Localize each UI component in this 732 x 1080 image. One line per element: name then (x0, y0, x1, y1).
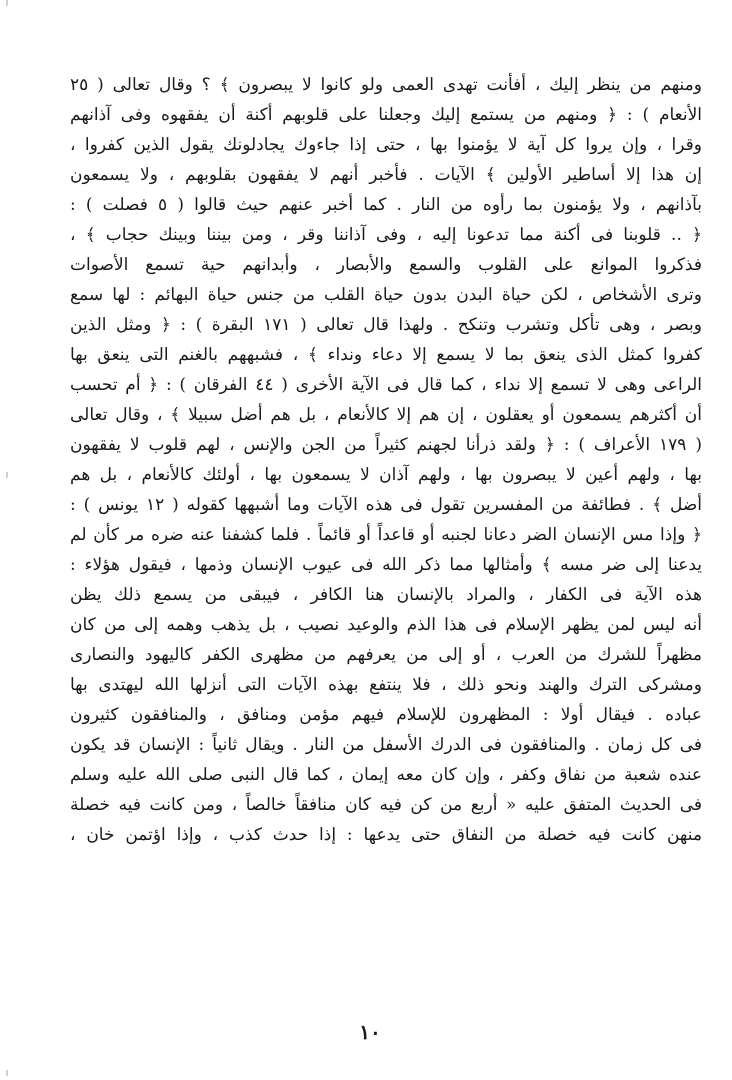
scan-edge-mark (6, 472, 8, 478)
scan-edge-mark (6, 1070, 8, 1076)
text-line: فى كل زمان . والمنافقون فى الدرك الأسفل من النار . ويقال ثانياً : الإنسان قد يكون (70, 735, 702, 755)
text-line: وبصر ، وهى تأكل وتشرب وتنكح . ولهذا قال تعالى ( ١٧١ البقرة ) : ﴿ ومثل الذين (70, 315, 702, 335)
text-line: الراعى وهى لا تسمع إلا نداء ، كما قال فى الآية الأخرى ( ٤٤ الفرقان ) : ﴿ أم تحسب (70, 375, 702, 395)
text-line: أضل ﴾ . فطائفة من المفسرين تقول فى هذه الآيات وما أشبهها كقوله ( ١٢ يونس ) : (70, 495, 702, 515)
text-line: أن أكثرهم يسمعون أو يعقلون ، إن هم إلا كالأنعام ، بل هم أضل سبيلا ﴾ ، وقال تعالى (70, 405, 702, 425)
text-line: بآذانهم ، ولا يؤمنون بما رأوه من النار . كما أخبر عنهم حيث قالوا ( ٥ فصلت ) : (70, 195, 702, 215)
text-line: منهن كانت فيه خصلة من النفاق حتى يدعها : إذا حدث كذب ، وإذا اؤتمن خان ، (70, 825, 702, 845)
text-line: مظهراً للشرك من العرب ، أو إلى من يعرفهم من مظهرى الكفر كاليهود والنصارى (70, 645, 702, 665)
text-line: وترى الأشخاص ، لكن حياة البدن بدون حياة القلب من جنس حياة البهائم : لها سمع (70, 285, 702, 305)
text-line: أنه ليس لمن يظهر الإسلام فى هذا الذم والوعيد نصيب ، بل يذهب وهمه إلى من كان (70, 615, 702, 635)
text-line: كفروا كمثل الذى ينعق بما لا يسمع إلا دعاء ونداء ﴾ ، فشبههم بالغنم التى ينعق بها (70, 345, 702, 365)
text-line: ( ١٧٩ الأعراف ) : ﴿ ولقد ذرأنا لجهنم كثيراً من الجن والإنس ، لهم قلوب لا يفقهون (70, 435, 702, 455)
text-line: فذكروا الموانع على القلوب والسمع والأبصار ، وأبدانهم حية تسمع الأصوات (70, 255, 702, 275)
text-line: بها ، ولهم أعين لا يبصرون بها ، ولهم آذان لا يسمعون بها ، أولئك كالأنعام ، بل هم (70, 465, 702, 485)
text-line: عباده . فيقال أولا : المظهرون للإسلام فيهم مؤمن ومنافق ، والمنافقون كثيرون (70, 705, 702, 725)
text-line: ﴿ .. قلوبنا فى أكنة مما تدعونا إليه ، وفى آذاننا وقر ، ومن بيننا وبينك حجاب ﴾ ، (70, 225, 702, 245)
text-line: ﴿ وإذا مس الإنسان الضر دعانا لجنبه أو قاعداً أو قائماً . فلما كشفنا عنه ضره مر كأن لم (70, 525, 702, 545)
text-line: ومنهم من ينظر إليك ، أفأنت تهدى العمى ولو كانوا لا يبصرون ﴾ ؟ وقال تعالى ( ٢٥ (70, 75, 702, 95)
text-line: ومشركى الترك والهند ونحو ذلك ، فلا ينتفع بهذه الآيات التى أنزلها الله ليهتدى بها (70, 675, 702, 695)
body-text (70, 70, 702, 850)
scan-edge-mark (6, 0, 8, 6)
text-line: عنده شعبة من نفاق وكفر ، وإن كان معه إيمان ، كما قال النبى صلى الله عليه وسلم (70, 765, 702, 785)
text-line: إن هذا إلا أساطير الأولين ﴾ الآيات . فأخبر أنهم لا يفقهون بقلوبهم ، ولا يسمعون (70, 165, 702, 185)
text-line: الأنعام ) : ﴿ ومنهم من يستمع إليك وجعلنا على قلوبهم أكنة أن يفقهوه وفى آذانهم (70, 105, 702, 125)
text-line: هذه الآية فى الكفار ، والمراد بالإنسان هنا الكافر ، فيبقى من يسمع ذلك يظن (70, 585, 702, 605)
text-line: يدعنا إلى ضر مسه ﴾ وأمثالها مما ذكر الله فى عيوب الإنسان وذمها ، فيقول هؤلاء : (70, 555, 702, 575)
page-number: ١٠ (359, 1020, 381, 1044)
text-line: فى الحديث المتفق عليه « أربع من كن فيه كان منافقاً خالصاً ، ومن كانت فيه خصلة (70, 795, 702, 815)
text-line: وقرا ، وإن يروا كل آية لا يؤمنوا بها ، حتى إذا جاءوك يجادلونك يقول الذين كفروا ، (70, 135, 702, 155)
